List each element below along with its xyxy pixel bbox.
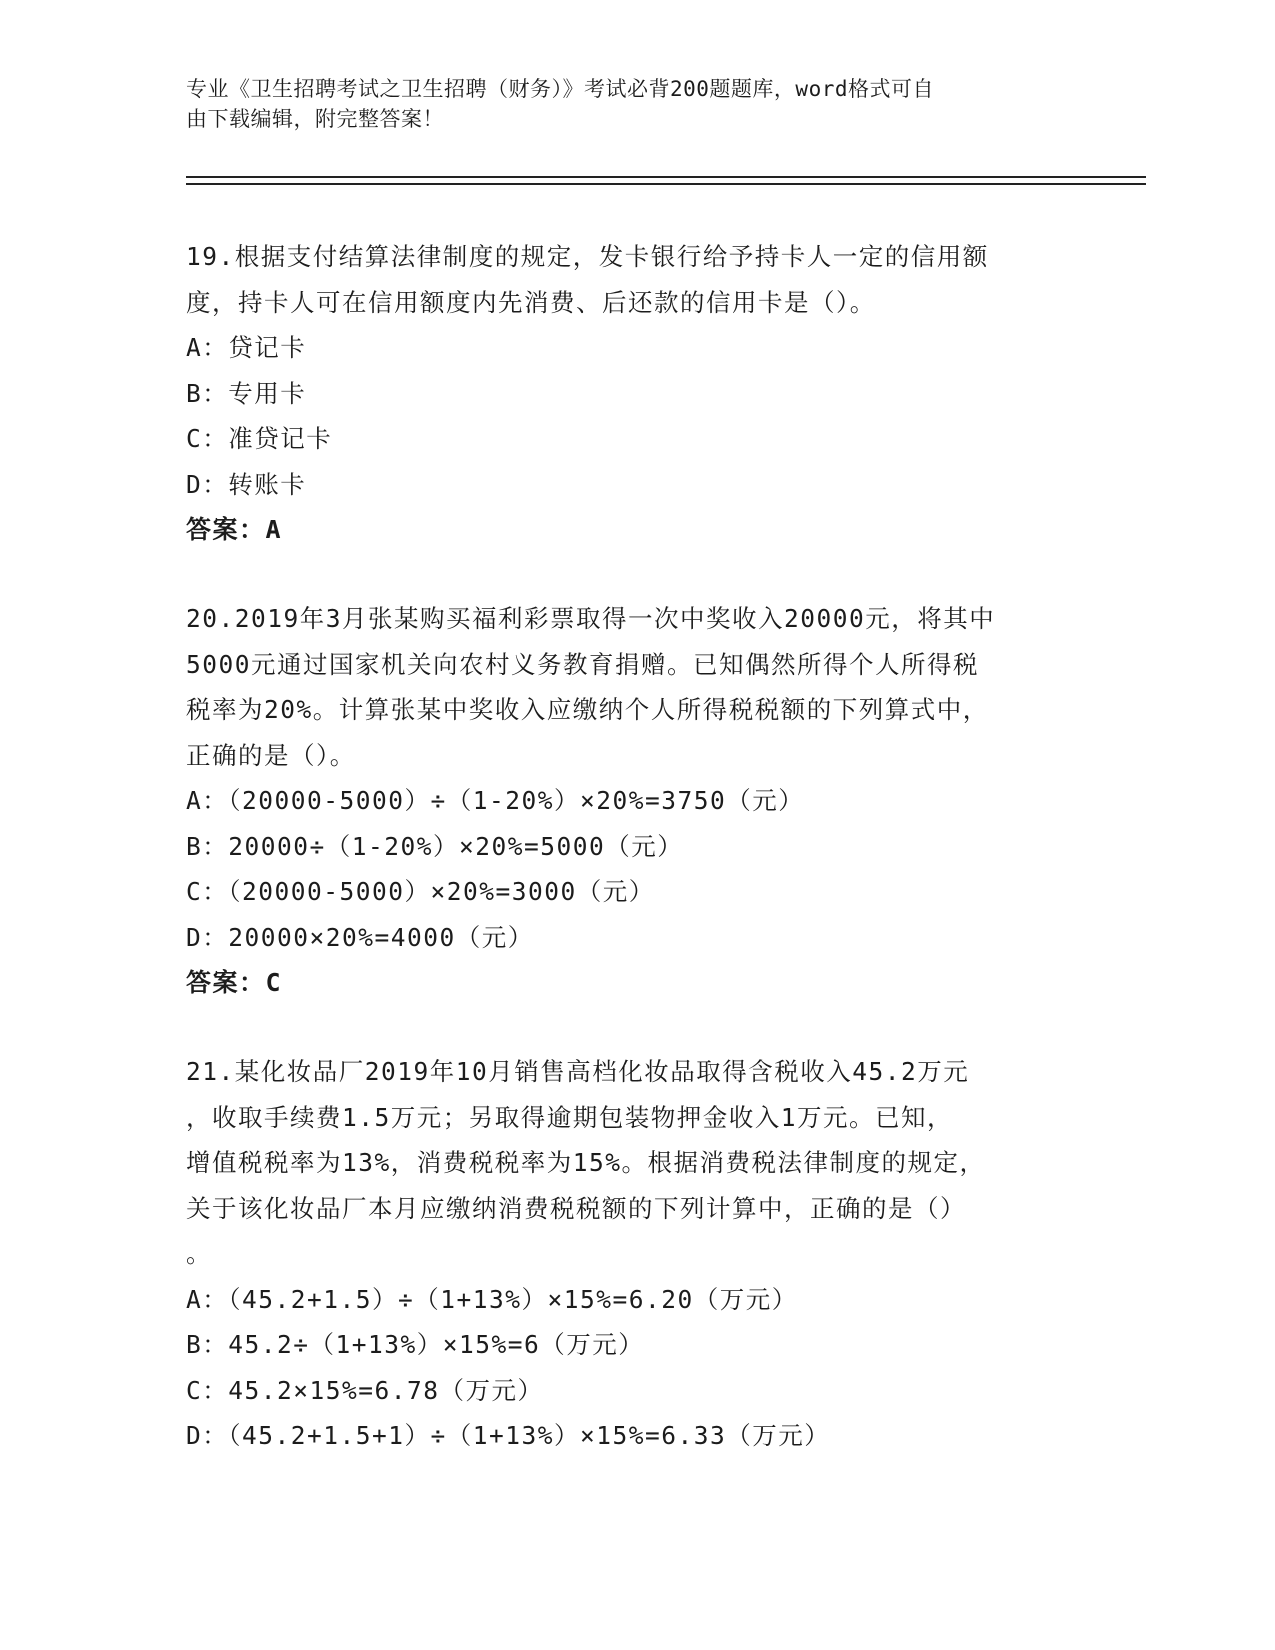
question-stem-line: 税率为20%。计算张某中奖收入应缴纳个人所得税税额的下列算式中， [186, 695, 989, 724]
question-19 [186, 234, 1086, 553]
option-d: D：转账卡 [186, 469, 307, 499]
answer: 答案：C [186, 968, 283, 997]
answer: 答案：A [186, 515, 283, 544]
question-stem-line: 19.根据支付结算法律制度的规定，发卡银行给予持卡人一定的信用额 [186, 242, 989, 271]
question-stem-line: 增值税税率为13%，消费税税率为15%。根据消费税法律制度的规定， [186, 1148, 986, 1177]
question-stem-line: 20.2019年3月张某购买福利彩票取得一次中奖收入20000元，将其中 [186, 604, 996, 633]
question-stem-line: 。 [186, 1239, 212, 1268]
question-stem-line: 度，持卡人可在信用额度内先消费、后还款的信用卡是（）。 [186, 287, 876, 317]
option-b: B：20000÷（1-20%）×20%=5000（元） [186, 831, 684, 861]
header-divider-bottom [186, 183, 1146, 185]
option-c: C：（20000-5000）×20%=3000（元） [186, 877, 655, 906]
question-stem-line: 5000元通过国家机关向农村义务教育捐赠。已知偶然所得个人所得税 [186, 649, 979, 679]
question-21 [186, 1049, 1086, 1459]
question-stem-line: 正确的是（）。 [186, 740, 356, 770]
option-c: C：45.2×15%=6.78（万元） [186, 1375, 544, 1405]
header-divider-top [186, 176, 1146, 178]
header-line-1: 专业《卫生招聘考试之卫生招聘（财务）》考试必背200题题库，word格式可自 [186, 77, 934, 101]
option-d: D：20000×20%=4000（元） [186, 922, 534, 952]
option-a: A：（45.2+1.5）÷（1+13%）×15%=6.20（万元） [186, 1284, 798, 1314]
option-b: B：专用卡 [186, 378, 307, 408]
option-d: D：（45.2+1.5+1）÷（1+13%）×15%=6.33（万元） [186, 1421, 831, 1450]
document-header [186, 74, 1086, 134]
header-line-2: 由下载编辑，附完整答案！ [186, 107, 444, 131]
question-stem-line: ，收取手续费1.5万元；另取得逾期包装物押金收入1万元。已知， [186, 1102, 953, 1132]
option-c: C：准贷记卡 [186, 424, 333, 453]
question-stem-line: 21.某化妆品厂2019年10月销售高档化妆品取得含税收入45.2万元 [186, 1057, 970, 1086]
option-a: A：贷记卡 [186, 333, 307, 362]
option-a: A：（20000-5000）÷（1-20%）×20%=3750（元） [186, 786, 805, 815]
option-b: B：45.2÷（1+13%）×15%=6（万元） [186, 1330, 645, 1359]
question-stem-line: 关于该化妆品厂本月应缴纳消费税税额的下列计算中，正确的是（） [186, 1193, 966, 1223]
question-20 [186, 596, 1086, 1006]
